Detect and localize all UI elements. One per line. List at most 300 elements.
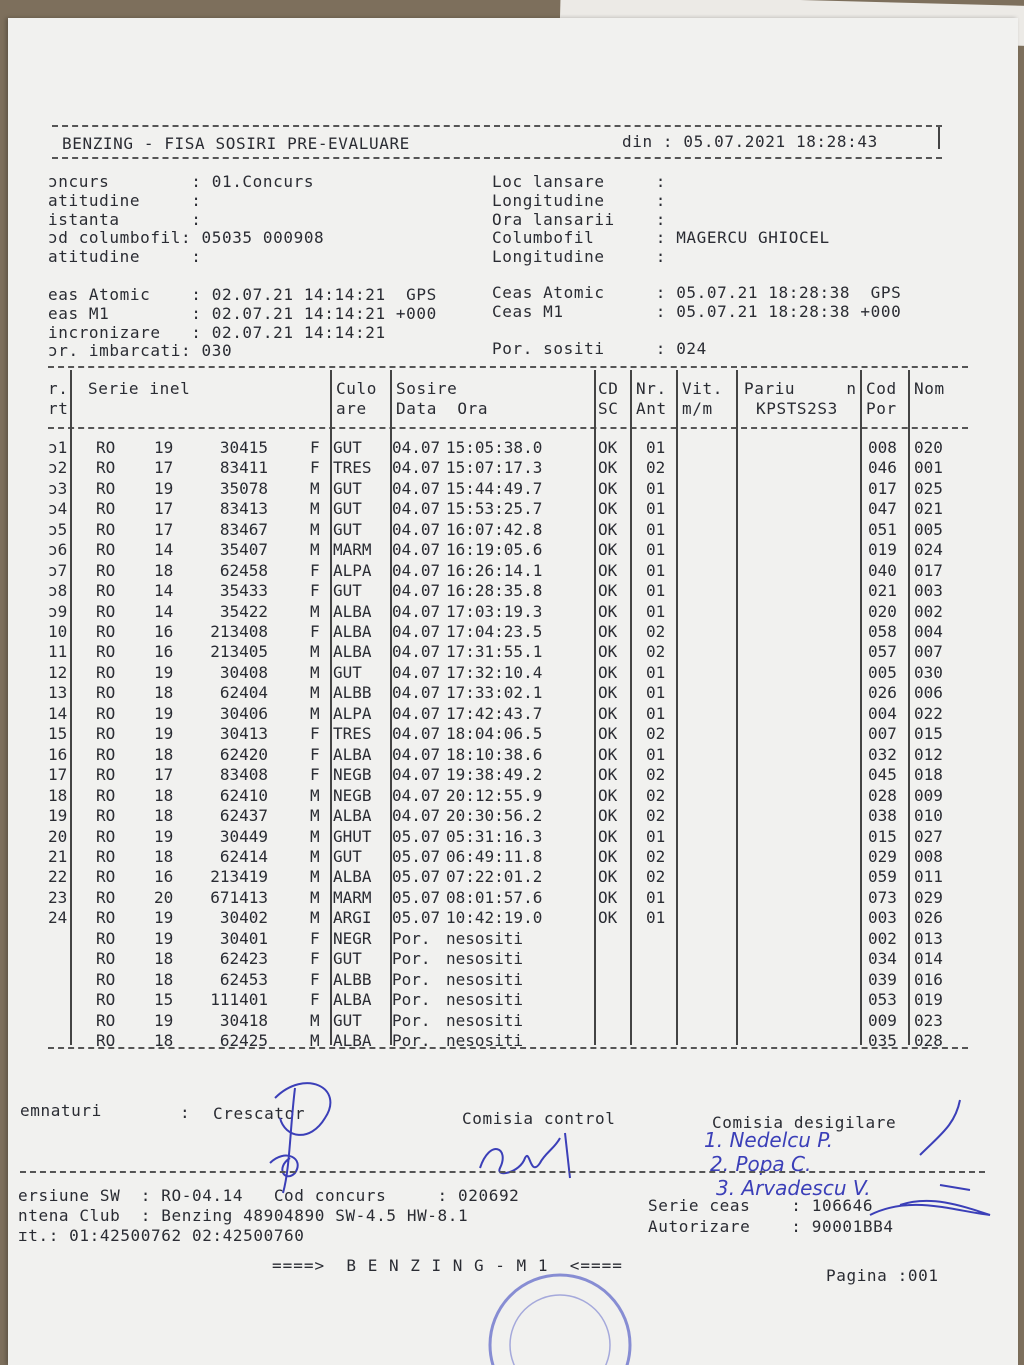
cell-ant: 02	[646, 867, 666, 887]
cell-nom: 006	[914, 683, 943, 703]
cell-an: 19	[154, 662, 174, 682]
info-line: Loc lansare :	[492, 172, 666, 191]
cell-an: 17	[154, 519, 174, 539]
footer-line: Serie ceas : 106646	[648, 1196, 874, 1215]
cell-inel: 35407	[219, 540, 268, 560]
table-row	[0, 745, 1000, 765]
cell-culoare: GUT	[333, 662, 362, 682]
cell-tara: RO	[96, 458, 116, 478]
table-rule	[48, 427, 968, 429]
cell-ora: 17:03:19.3	[446, 601, 543, 621]
cell-culoare: MARM	[333, 887, 372, 907]
cell-sex: M	[310, 519, 320, 539]
cell-an: 16	[154, 867, 174, 887]
cell-tara: RO	[96, 744, 116, 764]
cell-sex: F	[310, 724, 320, 744]
cell-inel: 62423	[219, 949, 268, 969]
cell-ora: nesositi	[446, 1031, 524, 1050]
cell-nom: 011	[914, 867, 943, 887]
cell-nom: 028	[914, 1031, 943, 1050]
cell-ant: 01	[646, 826, 666, 846]
table-row	[0, 888, 1000, 908]
table-row	[0, 786, 1000, 806]
cell-data: 04.07	[392, 662, 441, 682]
cell-ant: 02	[646, 642, 666, 662]
cell-data: 04.07	[392, 560, 441, 580]
cell-cod: 003	[868, 908, 897, 928]
cell-ant: 01	[646, 887, 666, 907]
footer-line: ɪt.: 01:42500762 02:42500760	[18, 1226, 305, 1245]
cell-ant: 02	[646, 622, 666, 642]
cell-nr: 10	[48, 622, 68, 642]
cell-nom: 003	[914, 581, 943, 601]
cell-tara: RO	[96, 887, 116, 907]
cell-nom: 007	[914, 642, 943, 662]
cell-cd: OK	[598, 601, 618, 621]
cell-data: Por.	[392, 949, 431, 969]
cell-ora: 17:04:23.5	[446, 622, 543, 642]
cell-cd: OK	[598, 724, 618, 744]
cell-nr: 14	[48, 703, 68, 723]
cell-nr: ɔ5	[48, 519, 68, 539]
cell-an: 19	[154, 908, 174, 928]
cell-ant: 01	[646, 683, 666, 703]
cell-nr: 18	[48, 785, 68, 805]
cell-sex: M	[310, 683, 320, 703]
cell-ant: 02	[646, 724, 666, 744]
cell-ora: 10:42:19.0	[446, 908, 543, 928]
cell-culoare: ALBA	[333, 806, 372, 826]
table-header-cell: Serie inel	[88, 379, 191, 398]
info-line: istanta :	[48, 209, 202, 229]
cell-an: 19	[154, 703, 174, 723]
table-row	[0, 642, 1000, 662]
cell-nom: 023	[914, 1010, 943, 1030]
cell-an: 19	[154, 478, 174, 498]
cell-cod: 008	[868, 438, 897, 457]
table-header-cell: Nr.	[636, 379, 667, 398]
cell-ant: 02	[646, 458, 666, 478]
cell-cod: 059	[868, 867, 897, 887]
cell-tara: RO	[96, 683, 116, 703]
cell-tara: RO	[96, 908, 116, 928]
cell-cod: 017	[868, 478, 897, 498]
cell-inel: 213408	[210, 622, 268, 642]
table-row	[0, 867, 1000, 887]
clock-line: eas M1 : 02.07.21 14:14:21 +000	[48, 303, 437, 323]
cell-tara: RO	[96, 969, 116, 989]
cell-cd: OK	[598, 765, 618, 785]
cell-ora: 15:07:17.3	[446, 458, 543, 478]
footer-line: ntena Club : Benzing 48904890 SW-4.5 HW-8.1	[18, 1206, 469, 1225]
info-line: ɔd columbofil: 05035 000908	[48, 228, 325, 248]
cell-inel: 62404	[219, 683, 268, 703]
cell-ora: 17:31:55.1	[446, 642, 543, 662]
cell-tara: RO	[96, 540, 116, 560]
cell-inel: 30406	[219, 703, 268, 723]
cell-cd: OK	[598, 458, 618, 478]
cell-nom: 012	[914, 744, 943, 764]
table-row	[0, 602, 1000, 622]
cell-data: 04.07	[392, 519, 441, 539]
cell-tara: RO	[96, 438, 116, 457]
handwritten-name: 3. Arvadescu V.	[716, 1176, 871, 1200]
table-header-cell: Ant	[636, 399, 667, 418]
cell-nom: 010	[914, 806, 943, 826]
signature-desigilare-label: Comisia desigilare	[712, 1113, 897, 1132]
cell-inel: 62410	[219, 785, 268, 805]
cell-tara: RO	[96, 826, 116, 846]
cell-sex: F	[310, 560, 320, 580]
cell-tara: RO	[96, 703, 116, 723]
cell-data: 04.07	[392, 744, 441, 764]
cell-ant: 02	[646, 785, 666, 805]
table-row	[0, 540, 1000, 560]
cell-cd: OK	[598, 622, 618, 642]
table-header-cell: KPSTS2S3	[756, 399, 838, 418]
cell-ora: 20:12:55.9	[446, 785, 543, 805]
cell-inel: 83411	[219, 458, 268, 478]
cell-ora: 19:38:49.2	[446, 765, 543, 785]
cell-data: 04.07	[392, 478, 441, 498]
cell-ora: 16:07:42.8	[446, 519, 543, 539]
cell-culoare: MARM	[333, 540, 372, 560]
cell-ora: nesositi	[446, 928, 524, 948]
cell-tara: RO	[96, 928, 116, 948]
cell-ora: 06:49:11.8	[446, 846, 543, 866]
control-signature	[470, 1118, 590, 1188]
cell-cd: OK	[598, 499, 618, 519]
cell-sex: M	[310, 601, 320, 621]
table-row	[0, 458, 1000, 478]
cell-nom: 008	[914, 846, 943, 866]
cell-cd: OK	[598, 703, 618, 723]
cell-tara: RO	[96, 806, 116, 826]
cell-an: 14	[154, 581, 174, 601]
cell-sex: F	[310, 949, 320, 969]
info-line: atitudine :	[48, 190, 202, 210]
table-row	[0, 663, 1000, 683]
cell-ant: 01	[646, 744, 666, 764]
cell-tara: RO	[96, 846, 116, 866]
cell-cod: 002	[868, 928, 897, 948]
cell-sex: M	[310, 642, 320, 662]
cell-inel: 62458	[219, 560, 268, 580]
signatures-colon: :	[180, 1103, 191, 1122]
cell-sex: M	[310, 785, 320, 805]
cell-an: 18	[154, 744, 174, 764]
cell-sex: M	[310, 499, 320, 519]
cell-inel: 62420	[219, 744, 268, 764]
cell-ant: 01	[646, 540, 666, 560]
table-header-cell: Culo	[336, 379, 377, 398]
cell-cd: OK	[598, 785, 618, 805]
cell-ant: 01	[646, 438, 666, 457]
cell-data: Por.	[392, 1031, 431, 1050]
table-row	[0, 724, 1000, 744]
document-title: BENZING - FISA SOSIRI PRE-EVALUARE	[62, 134, 410, 153]
cell-ora: 18:10:38.6	[446, 744, 543, 764]
cell-cod: 051	[868, 519, 897, 539]
info-line: Columbofil : MAGERCU GHIOCEL	[492, 228, 830, 248]
cell-sex: F	[310, 969, 320, 989]
cell-inel: 62425	[219, 1031, 268, 1050]
cell-nom: 004	[914, 622, 943, 642]
footer-line: Autorizare : 90001BB4	[648, 1217, 894, 1236]
cell-nom: 020	[914, 438, 943, 457]
table-header-cell: Nom	[914, 379, 945, 398]
cell-cod: 019	[868, 540, 897, 560]
cell-nr: ɔ6	[48, 540, 68, 560]
cell-culoare: ALBB	[333, 969, 372, 989]
cell-tara: RO	[96, 478, 116, 498]
cell-data: 04.07	[392, 601, 441, 621]
cell-nr: ɔ7	[48, 560, 68, 580]
cell-nom: 018	[914, 765, 943, 785]
cell-data: Por.	[392, 969, 431, 989]
cell-ant: 01	[646, 703, 666, 723]
desigilare-signature	[860, 1095, 1000, 1225]
cell-cod: 028	[868, 785, 897, 805]
cell-cod: 058	[868, 622, 897, 642]
table-header-cell: rt	[48, 399, 69, 418]
table-header-cell: Cod	[866, 379, 897, 398]
handwritten-name: 2. Popa C.	[710, 1152, 812, 1176]
table-row	[0, 704, 1000, 724]
cell-ora: 05:31:16.3	[446, 826, 543, 846]
cell-ora: 16:19:05.6	[446, 540, 543, 560]
cell-inel: 213419	[210, 867, 268, 887]
cell-ora: 17:42:43.7	[446, 703, 543, 723]
cell-sex: F	[310, 458, 320, 478]
cell-tara: RO	[96, 1010, 116, 1030]
cell-sex: M	[310, 867, 320, 887]
cell-sex: M	[310, 1031, 320, 1050]
cell-data: 04.07	[392, 724, 441, 744]
table-row	[0, 970, 1000, 990]
cell-ora: nesositi	[446, 1010, 524, 1030]
cell-nr: 23	[48, 887, 68, 907]
cell-cd: OK	[598, 806, 618, 826]
cell-data: 05.07	[392, 887, 441, 907]
cell-an: 17	[154, 458, 174, 478]
cell-ant: 01	[646, 908, 666, 928]
cell-tara: RO	[96, 1031, 116, 1050]
cell-tara: RO	[96, 990, 116, 1010]
cell-nr: 12	[48, 662, 68, 682]
cell-culoare: ALBA	[333, 990, 372, 1010]
cell-cod: 034	[868, 949, 897, 969]
cell-ora: nesositi	[446, 949, 524, 969]
cell-nom: 024	[914, 540, 943, 560]
cell-nr: 20	[48, 826, 68, 846]
cell-sex: M	[310, 478, 320, 498]
cell-nr: ɔ3	[48, 478, 68, 498]
cell-ant: 01	[646, 581, 666, 601]
cell-data: 04.07	[392, 458, 441, 478]
table-row	[0, 908, 1000, 928]
cell-nr: ɔ2	[48, 458, 68, 478]
cell-cod: 020	[868, 601, 897, 621]
cell-tara: RO	[96, 581, 116, 601]
cell-cod: 039	[868, 969, 897, 989]
cell-inel: 30413	[219, 724, 268, 744]
cell-an: 18	[154, 683, 174, 703]
table-row	[0, 438, 1000, 458]
table-row	[0, 622, 1000, 642]
cell-tara: RO	[96, 724, 116, 744]
table-row	[0, 806, 1000, 826]
top-border	[52, 125, 942, 127]
cell-nom: 009	[914, 785, 943, 805]
cell-nom: 019	[914, 990, 943, 1010]
cell-nom: 017	[914, 560, 943, 580]
cell-culoare: ALPA	[333, 703, 372, 723]
cell-sex: M	[310, 662, 320, 682]
table-header-cell: Por	[866, 399, 897, 418]
cell-inel: 35422	[219, 601, 268, 621]
table-header-cell: m/m	[682, 399, 713, 418]
cell-culoare: ALBB	[333, 683, 372, 703]
cell-sex: M	[310, 908, 320, 928]
table-header-cell: Vit.	[682, 379, 723, 398]
cell-nr: 17	[48, 765, 68, 785]
stamp-seal	[480, 1265, 640, 1365]
cell-ant: 01	[646, 560, 666, 580]
cell-an: 18	[154, 949, 174, 969]
cell-culoare: ALBA	[333, 622, 372, 642]
cell-sex: F	[310, 765, 320, 785]
cell-cod: 045	[868, 765, 897, 785]
table-row	[0, 561, 1000, 581]
cell-ant: 01	[646, 478, 666, 498]
cell-nr: 11	[48, 642, 68, 662]
cell-nr: 22	[48, 867, 68, 887]
cell-ora: 07:22:01.2	[446, 867, 543, 887]
table-rule	[48, 366, 968, 368]
cell-data: Por.	[392, 928, 431, 948]
cell-nr: ɔ1	[48, 438, 68, 457]
cell-cod: 073	[868, 887, 897, 907]
cell-inel: 30408	[219, 662, 268, 682]
cell-sex: F	[310, 990, 320, 1010]
cell-sex: F	[310, 438, 320, 457]
cell-sex: F	[310, 744, 320, 764]
cell-data: 04.07	[392, 765, 441, 785]
cell-sex: F	[310, 581, 320, 601]
cell-cod: 009	[868, 1010, 897, 1030]
cell-cod: 046	[868, 458, 897, 478]
page-number: Pagina :001	[826, 1266, 939, 1285]
cell-an: 19	[154, 826, 174, 846]
cell-data: 05.07	[392, 846, 441, 866]
cell-an: 18	[154, 969, 174, 989]
clock-line: Por. sositi : 024	[492, 339, 707, 359]
cell-ora: 15:44:49.7	[446, 478, 543, 498]
cell-nom: 005	[914, 519, 943, 539]
cell-an: 18	[154, 806, 174, 826]
cell-cd: OK	[598, 867, 618, 887]
cell-data: Por.	[392, 1010, 431, 1030]
cell-an: 14	[154, 601, 174, 621]
cell-cd: OK	[598, 581, 618, 601]
cell-inel: 83467	[219, 519, 268, 539]
cell-data: 04.07	[392, 499, 441, 519]
table-header-cell: Sosire	[396, 379, 458, 398]
cell-inel: 35078	[219, 478, 268, 498]
cell-an: 16	[154, 642, 174, 662]
cell-cd: OK	[598, 519, 618, 539]
table-row	[0, 499, 1000, 519]
table-row	[0, 827, 1000, 847]
cell-nom: 026	[914, 908, 943, 928]
cell-culoare: GHUT	[333, 826, 372, 846]
footer-line: ersiune SW : RO-04.14 Cod concurs : 020692	[18, 1186, 520, 1205]
cell-cod: 015	[868, 826, 897, 846]
cell-an: 14	[154, 540, 174, 560]
cell-ora: 16:28:35.8	[446, 581, 543, 601]
cell-sex: M	[310, 887, 320, 907]
cell-inel: 111401	[210, 990, 268, 1010]
cell-ora: nesositi	[446, 969, 524, 989]
header-border-bottom	[52, 157, 942, 159]
cell-nom: 015	[914, 724, 943, 744]
cell-an: 19	[154, 928, 174, 948]
cell-data: 05.07	[392, 908, 441, 928]
cell-tara: RO	[96, 949, 116, 969]
cell-culoare: GUT	[333, 581, 362, 601]
cell-nom: 001	[914, 458, 943, 478]
cell-inel: 62437	[219, 806, 268, 826]
cell-data: 04.07	[392, 806, 441, 826]
table-row	[0, 479, 1000, 499]
cell-ora: 17:33:02.1	[446, 683, 543, 703]
cell-an: 15	[154, 990, 174, 1010]
handwritten-name: 1. Nedelcu P.	[704, 1128, 833, 1152]
cell-data: 04.07	[392, 785, 441, 805]
table-header-cell: CD	[598, 379, 619, 398]
cell-data: 05.07	[392, 826, 441, 846]
cell-an: 18	[154, 560, 174, 580]
cell-ora: 16:26:14.1	[446, 560, 543, 580]
cell-tara: RO	[96, 785, 116, 805]
cell-ant: 02	[646, 846, 666, 866]
cell-inel: 213405	[210, 642, 268, 662]
cell-cd: OK	[598, 846, 618, 866]
table-row	[0, 1031, 1000, 1051]
cell-culoare: NEGB	[333, 765, 372, 785]
cell-culoare: NEGB	[333, 785, 372, 805]
cell-ant: 02	[646, 765, 666, 785]
clock-line: incronizare : 02.07.21 14:14:21	[48, 322, 386, 342]
cell-data: 04.07	[392, 683, 441, 703]
crescator-signature	[235, 1068, 355, 1198]
cell-an: 18	[154, 785, 174, 805]
cell-inel: 30402	[219, 908, 268, 928]
cell-nom: 002	[914, 601, 943, 621]
cell-culoare: ALBA	[333, 1031, 372, 1050]
cell-tara: RO	[96, 519, 116, 539]
cell-inel: 62453	[219, 969, 268, 989]
cell-inel: 83408	[219, 765, 268, 785]
cell-cd: OK	[598, 826, 618, 846]
info-line: ɔncurs : 01.Concurs	[48, 172, 315, 191]
footer-banner: ====> B E N Z I N G - M 1 <====	[272, 1256, 623, 1275]
cell-culoare: ARGI	[333, 908, 372, 928]
cell-ant: 01	[646, 519, 666, 539]
cell-sex: M	[310, 846, 320, 866]
cell-inel: 30449	[219, 826, 268, 846]
